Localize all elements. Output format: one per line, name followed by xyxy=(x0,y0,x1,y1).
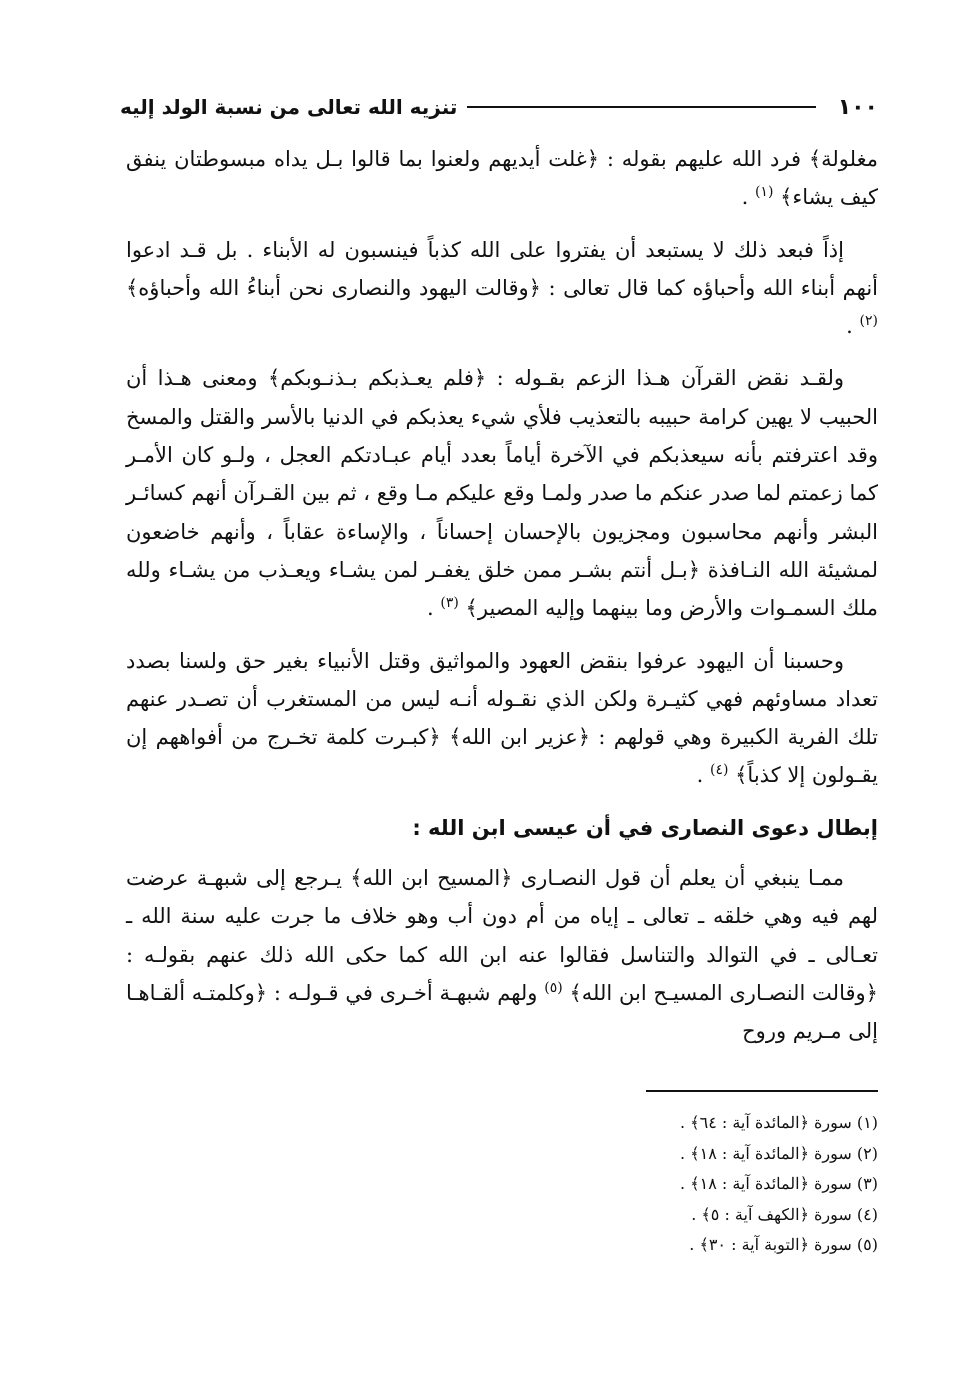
paragraph-tail: . xyxy=(741,185,749,210)
footnotes xyxy=(558,1108,878,1261)
body-text xyxy=(126,140,878,1065)
page-number: ١٠٠ xyxy=(837,94,878,120)
paragraph-tail: . xyxy=(427,596,434,621)
paragraph-text: وحسبنا أن اليهود عرفوا بنقض العهود والمواثيق وقتل الأنبياء بغير حق ولسنا بصدد تعداد مساوئهم فهي كثيـرة ولكن الذي نقـوله أنـه ليس من المستغرب أن تصـدر عنهم تلك الفرية الكبيرة وهي قولهم : ﴿عزير ابن الله﴾ ﴿كبـرت كلمة تخـرج من أفواههم إن يقـولون إلا كذباً﴾ xyxy=(126,648,878,788)
footnote-4: (٤) سورة ﴿الكهف آية : ٥﴾ . xyxy=(691,1204,878,1224)
paragraph-4 xyxy=(126,642,878,795)
paragraph-text: ممـا ينبغي أن يعلم أن قول النصـارى ﴿المسيح ابن الله﴾ يـرجع إلى شبهـة عرضت لهم فيه وهي خلقه ـ تعالى ـ إياه من أم دون أب وهو خلاف ما جرت عليه سنة الله ـ تعـالى ـ في التوالد والتناسل فقالوا عنه ابن الله كما حكى الله ذلك عنهم بقولـه : ﴿وقالت النصـارى المسيـح ابن الله﴾ xyxy=(126,866,878,1005)
running-header xyxy=(120,92,878,122)
paragraph-3 xyxy=(126,359,878,627)
paragraph-text: ولقـد نقض القرآن هـذا الزعم بقـوله : ﴿فلم يعـذبكم بـذنـوبكم﴾ ومعنى هـذا أن الحبيب لا يهين كرامة حبيبه بالتعذيب فلأي شيء يعذبكم في الدنيا بالأسر والقتل والمسخ وقد اعترفتم بأنه سيعذبكم في الآخرة أياماً بعدد أيام عبـادتكم العجل ، ولـو كان الأمـر كما زعمتم لما صدر عنكم ما صدر ولمـا وقع عليكم مـا وقع ، ثم بين القـرآن أنهم كسائـر البشر وأنهم محاسبون ومجزيون بالإحسان إحساناً ، والإساءة عقاباً ، وأنهم خاضعون لمشيئة الله النـافذة ﴿بـل أنتم بشـر ممن خلق يغفـر لمن يشـاء ويعـذب من يشـاء ولله ملك السمـوات والأرض وما بينهما وإليه المصير﴾ xyxy=(126,366,879,621)
paragraph-text: إذاً فبعد ذلك لا يستبعد أن يفتروا على الله كذباً فينسبون له الأبناء . بل قـد ادعوا أنهم أبناء الله وأحباؤه كما قال تعالى : ﴿وقالت اليهود والنصارى نحن أبناءُ الله وأحباؤه﴾ xyxy=(126,237,878,300)
paragraph-5 xyxy=(126,859,878,1050)
header-title: تنزيه الله تعالى من نسبة الولد إليه xyxy=(120,95,458,119)
footnote-ref: (١) xyxy=(754,184,774,201)
paragraph-2 xyxy=(126,231,878,346)
paragraph-tail: . xyxy=(696,763,704,788)
paragraph-tail: . xyxy=(846,314,853,339)
footnote-5: (٥) سورة ﴿التوبة آية : ٣٠﴾ . xyxy=(689,1235,878,1255)
footnote-ref: (٥) xyxy=(544,979,563,996)
footnote-ref: (٣) xyxy=(440,595,459,612)
section-heading: إبطال دعوى النصارى في أن عيسى ابن الله : xyxy=(412,815,878,840)
footnote-3: (٣) سورة ﴿المائدة آية : ١٨﴾ . xyxy=(680,1174,878,1194)
paragraph-tail: ولهم شبهـة أخـرى في قـولـه : ﴿وكلمتـه ألقـاهـا إلى مـريم وروح xyxy=(126,980,878,1044)
header-rule xyxy=(467,106,815,108)
footnote-ref: (٤) xyxy=(709,762,729,779)
paragraph-1 xyxy=(126,140,878,217)
footnote-2: (٢) سورة ﴿المائدة آية : ١٨﴾ . xyxy=(680,1143,878,1163)
paragraph-text: مغلولة﴾ فرد الله عليهم بقوله : ﴿غلت أيديهم ولعنوا بما قالوا بـل يداه مبسوطتان ينفق كيف يشاء﴾ xyxy=(126,147,878,210)
footnote-divider xyxy=(646,1090,878,1092)
footnote-1: (١) سورة ﴿المائدة آية : ٦٤﴾ . xyxy=(680,1113,878,1132)
footnote-ref: (٢) xyxy=(859,313,878,330)
